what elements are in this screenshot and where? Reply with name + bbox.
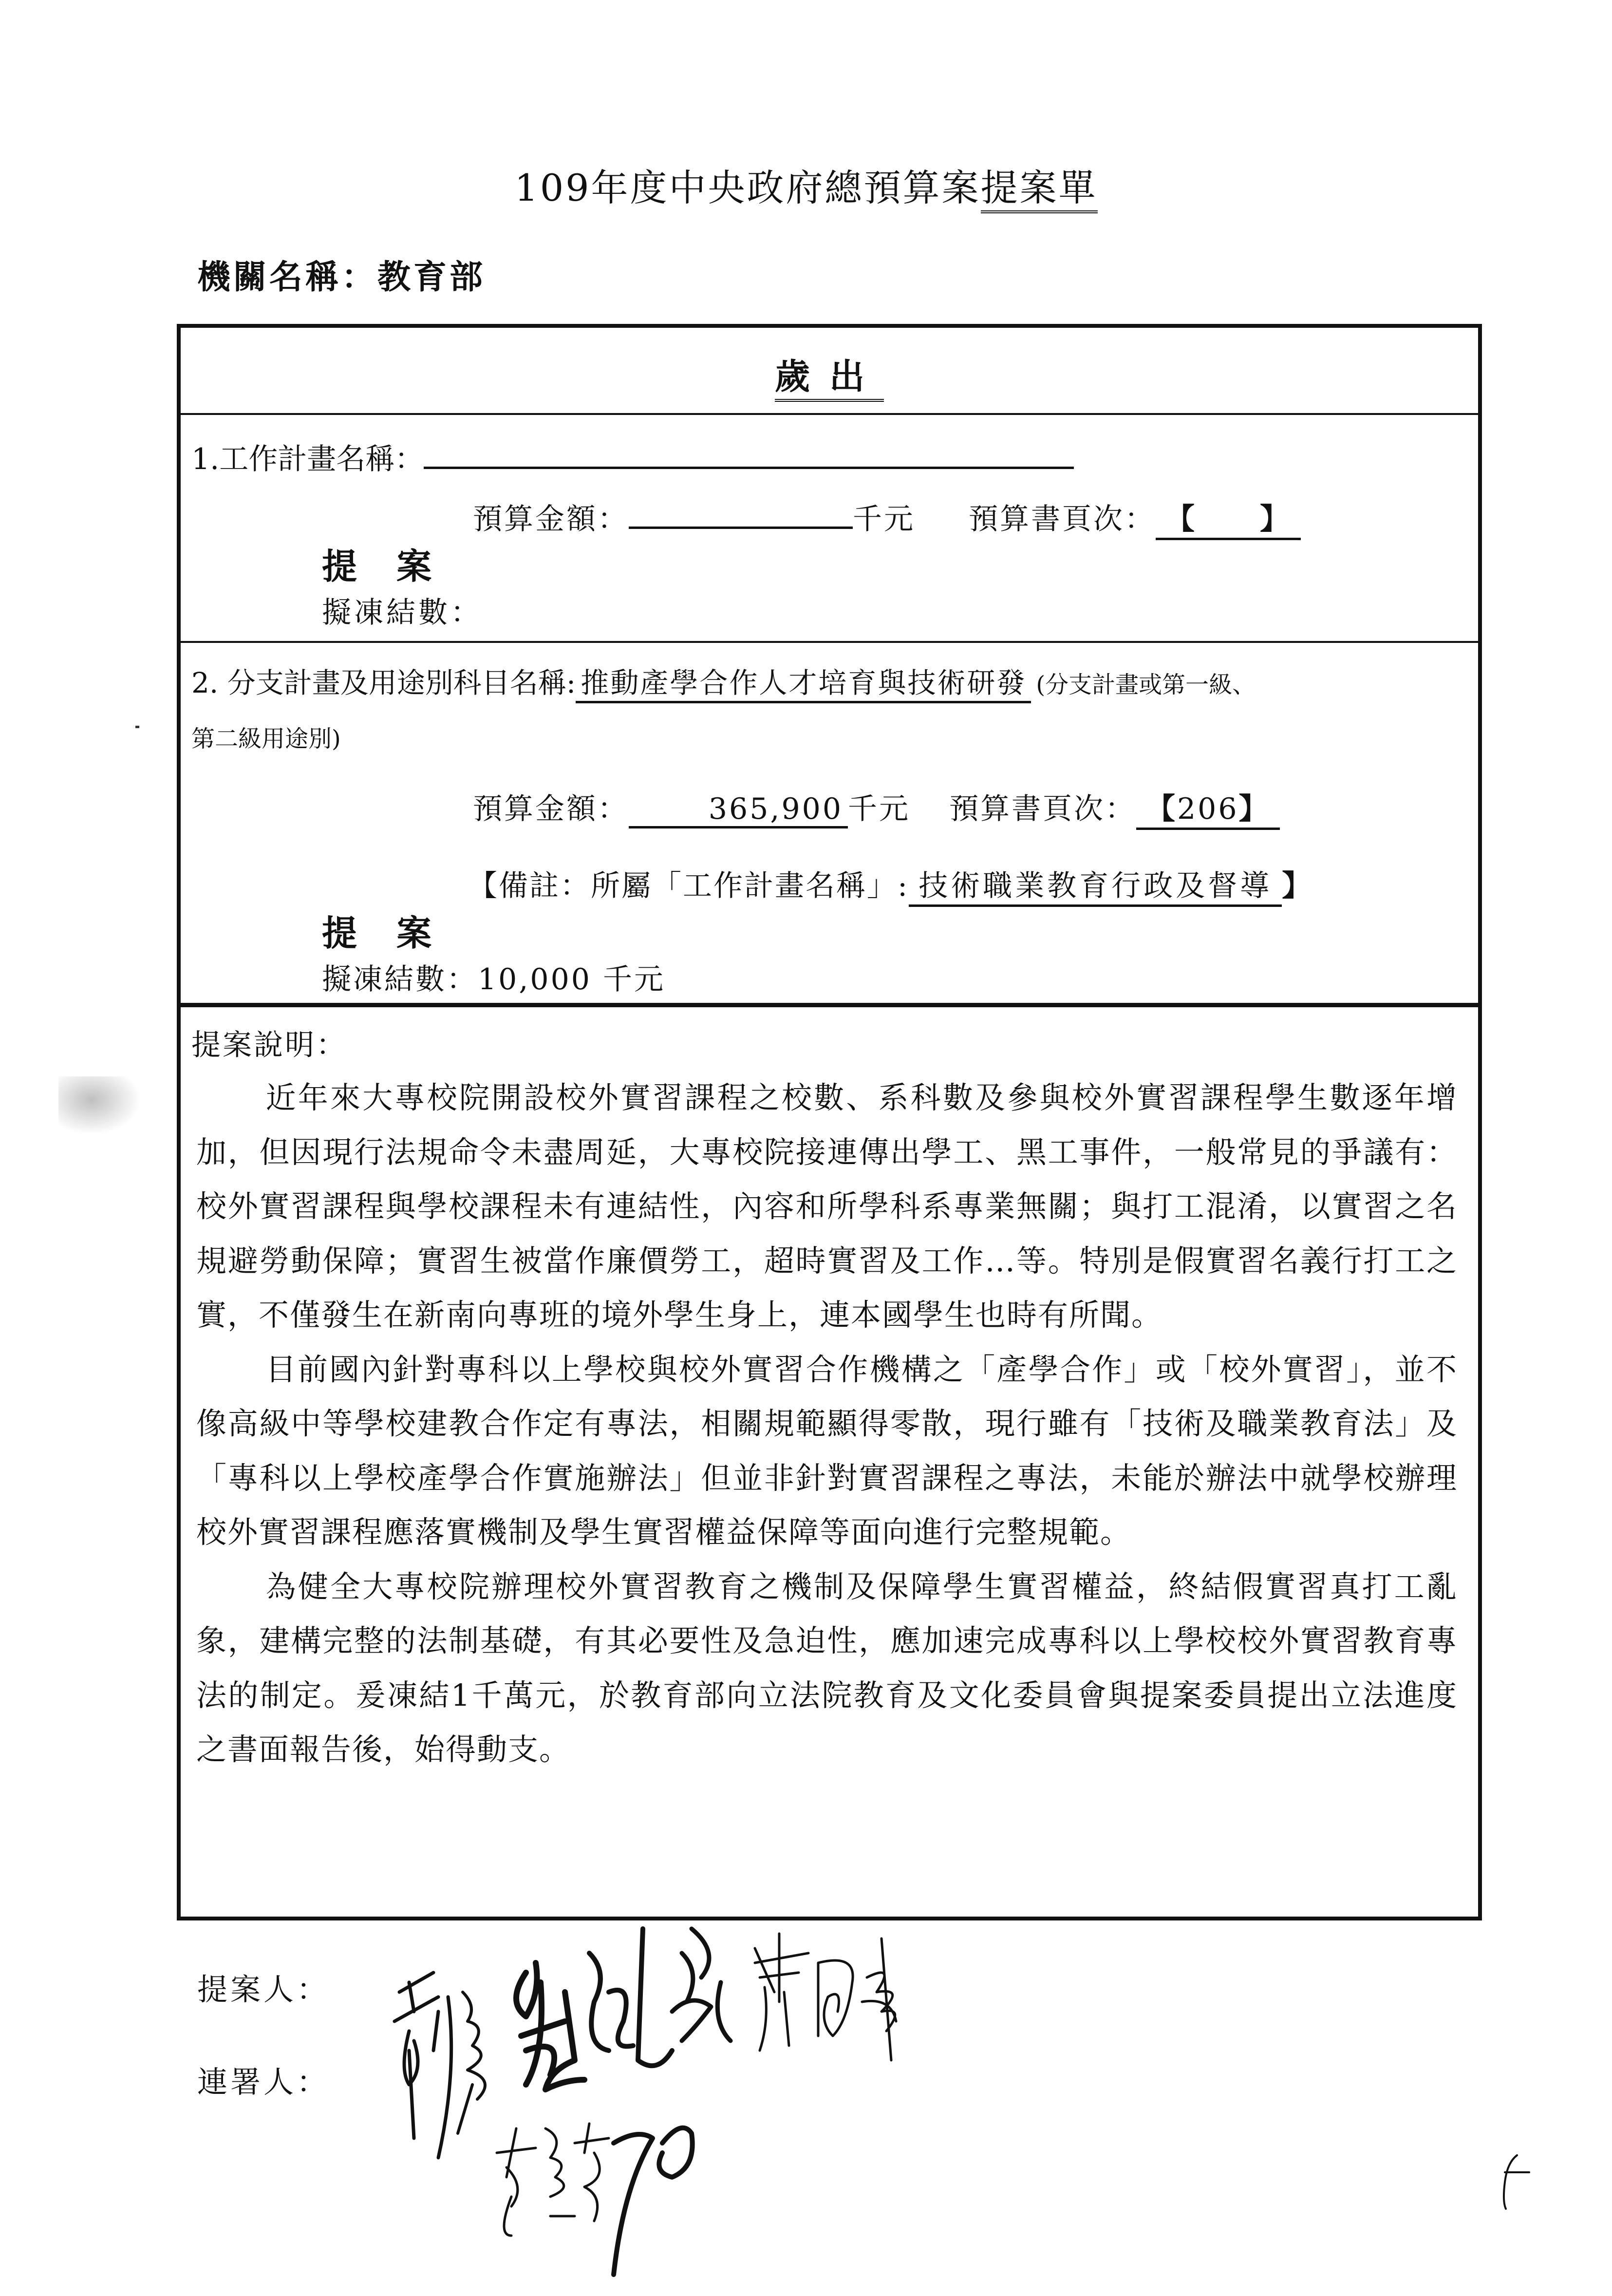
explanation-paragraph: 目前國內針對專科以上學校與校外實習合作機構之「產學合作」或「校外實習」，並不像高級中等學校建教合作定有專法，相關規範顯得零散，現行雖有「技術及職業教育法」及「專科以上學校產學合作實施辦法」但並非針對實習課程之專法，未能於辦法中就學校辦理校外實習課程應落實機制及學生實習權益保障等面向進行完整規範。 [196, 1351, 1458, 1550]
row-divider [181, 413, 1478, 415]
item1-freeze-row [322, 589, 483, 631]
item2-remark-prefix: 【備註：所屬「工作計畫名稱」: [468, 869, 909, 903]
item1-budget-label: 預算金額： [473, 502, 629, 536]
item2-freeze-label: 擬凍結數： [322, 962, 478, 997]
item1-name-field[interactable] [424, 441, 1074, 469]
item2-page-label: 預算書頁次： [949, 792, 1136, 826]
section-heading: 歲出 [775, 348, 884, 402]
item1-label: 1.工作計畫名稱： [191, 442, 424, 476]
item2-page-close: 】 [1238, 792, 1270, 826]
item2-note-line1: (分支計畫或第一級、 [1036, 671, 1256, 698]
item2-budget-label: 預算金額： [473, 792, 629, 826]
handwritten-signatures [380, 1924, 1169, 2294]
item2-remark-close: 】 [1282, 869, 1313, 903]
item1-proposal-heading: 提 案 [322, 546, 446, 587]
item2-freeze-value[interactable]: 10,000 千元 [478, 962, 666, 997]
proposal-table [177, 324, 1482, 1920]
item2-remark-value: 技術職業教育行政及督導 [909, 863, 1282, 907]
scan-artifact [58, 1076, 141, 1135]
item2-budget-value[interactable]: 365,900 [629, 792, 848, 828]
row-divider [181, 641, 1478, 643]
item1-budget-field[interactable] [629, 501, 853, 529]
explanation-paragraph: 為健全大專校院辦理校外實習教育之機制及保障學生實習權益，終結假實習真打工亂象，建構完整的法制基礎，有其必要性及急迫性，應加速完成專科以上學校校外實習教育專法的制定。爰凍結1千萬元，於教育部向立法院教育及文化委員會與提案委員提出立法進度之書面報告後，始得動支。 [196, 1568, 1458, 1767]
explanation-body [196, 1071, 1458, 1777]
item2-budget-row [473, 786, 1280, 830]
cosigner-label: 連署人： [197, 2064, 330, 2100]
explanation-label: 提案說明： [191, 1028, 347, 1062]
item2-note-line2: 第二級用途別) [191, 725, 341, 753]
title-suffix: 提案單 [981, 166, 1098, 213]
scan-speck [135, 726, 139, 728]
proposer-label: 提案人： [197, 1972, 330, 2007]
item1-page-close: 】 [1260, 502, 1291, 536]
document-title [0, 158, 1612, 211]
item1-name-row [191, 436, 1074, 478]
item2-label: 2. 分支計畫及用途別科目名稱: [191, 666, 576, 699]
agency-name: 機關名稱：教育部 [197, 258, 486, 297]
item2-name-value[interactable]: 推動產學合作人才培育與技術研發 [576, 660, 1031, 703]
section-heading-row [181, 348, 1478, 402]
item1-page-open: 【 [1165, 502, 1197, 536]
item2-budget-unit: 千元 [848, 792, 910, 826]
page-mark [1500, 2153, 1534, 2211]
explanation-paragraph: 近年來大專校院開設校外實習課程之校數、系科數及參與校外實習課程學生數逐年增加，但因現行法規命令未盡周延，大專校院接連傳出學工、黑工事件，一般常見的爭議有：校外實習課程與學校課程未有連結性，內容和所學科系專業無關；與打工混淆，以實習之名規避勞動保障；實習生被當作廉價勞工，超時實習及工作…等。特別是假實習名義行打工之實，不僅發生在新南向專班的境外學生身上，連本國學生也時有所聞。 [196, 1080, 1458, 1333]
row-divider-thick [181, 1003, 1478, 1007]
item2-freeze-row [322, 956, 665, 998]
item1-budget-row [473, 496, 1301, 540]
item2-name-row [191, 660, 1256, 703]
item1-page-label: 預算書頁次： [969, 502, 1156, 536]
item1-freeze-label: 擬凍結數： [322, 596, 483, 630]
item1-budget-unit: 千元 [853, 502, 915, 536]
item2-page-open: 【 [1146, 792, 1177, 826]
title-prefix: 109年度中央政府總預算案 [514, 166, 981, 209]
item2-page-value[interactable]: 206 [1177, 792, 1239, 826]
item2-proposal-heading: 提 案 [322, 912, 446, 954]
item2-remark-row [468, 863, 1312, 907]
